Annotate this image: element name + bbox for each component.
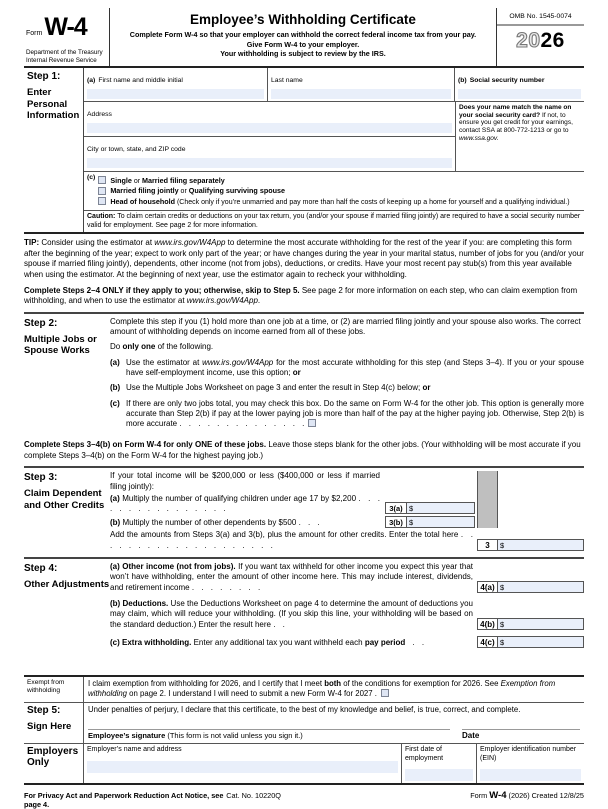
step2-label-col bbox=[24, 317, 110, 435]
date-label: Date bbox=[462, 731, 480, 741]
tip-link: www.irs.gov/W4App bbox=[154, 238, 226, 248]
step2a-text bbox=[126, 358, 584, 379]
first-name-input[interactable] bbox=[87, 89, 264, 99]
perjury-statement: Under penalties of perjury, I declare that this certificate, to the best of my knowledge and belief, is true, correct, and complete. bbox=[88, 704, 521, 714]
step5-subtitle: Sign Here bbox=[27, 720, 72, 732]
step3-total-dots: . . . . . . . . . . . . . . . . . . . . bbox=[110, 530, 473, 550]
currency-4b: $ bbox=[500, 619, 505, 629]
c24-link: www.irs.gov/W4App bbox=[186, 296, 258, 306]
employers-label-col bbox=[24, 744, 84, 783]
step4b-bold: Deductions. bbox=[122, 598, 169, 608]
ssa-note-rest: If not, to ensure you get credit for your earnings, contact SSA at 800-772-1213 or go to bbox=[459, 111, 573, 134]
form-word: Form bbox=[26, 30, 43, 37]
step2a-tag: (a) bbox=[110, 357, 120, 367]
amount-4a-input[interactable] bbox=[498, 581, 584, 593]
step2-section bbox=[24, 314, 584, 439]
employers-title: Employers Only bbox=[27, 746, 79, 769]
step2b-tag: (b) bbox=[110, 383, 121, 393]
filing2-mid: or bbox=[178, 188, 189, 196]
caution-rest: To claim certain credits or deductions on your tax return, you (and/or your spouse if married filing jointly) are required to have a social security number valid for employment. See page 2 for more information. bbox=[87, 213, 581, 229]
exempt-checkbox[interactable] bbox=[381, 689, 389, 697]
filing3-rest: (Check only if you’re unmarried and pay more than half the costs of keeping up a home for yourself and a qualifying individual.) bbox=[176, 198, 570, 206]
step3-total-row bbox=[110, 530, 584, 551]
step4-row-a bbox=[110, 562, 584, 593]
step2b-text bbox=[126, 383, 584, 393]
step1-title: Step 1: bbox=[27, 71, 61, 83]
c34-bold: Complete Steps 3–4(b) on Form W-4 for only ONE of these jobs. bbox=[24, 440, 267, 450]
omb-year-block bbox=[496, 8, 584, 66]
box-3a-label: 3(a) bbox=[385, 502, 407, 514]
footer-form-date: (2026) Created 12/8/25 bbox=[506, 791, 584, 801]
header-center bbox=[110, 8, 496, 66]
first-date-input[interactable] bbox=[405, 769, 473, 781]
tag-b: (b) bbox=[458, 77, 467, 85]
last-name-input[interactable] bbox=[271, 89, 451, 99]
step3-section bbox=[24, 468, 584, 557]
address-input[interactable] bbox=[87, 123, 452, 133]
step3a-dots: . . . . . . . . . . . . . . . . bbox=[110, 493, 380, 514]
first-name-cell bbox=[84, 68, 268, 101]
address-label: Address bbox=[87, 111, 112, 119]
amount-3b-input[interactable] bbox=[407, 516, 475, 528]
c24-bold: Complete Steps 2–4 ONLY if they apply to you; otherwise, skip to Step 5. bbox=[24, 286, 300, 295]
step2-item-b bbox=[110, 383, 584, 393]
form-title: Employee’s Withholding Certificate bbox=[190, 12, 416, 27]
city-input[interactable] bbox=[87, 158, 452, 168]
exempt-body bbox=[84, 677, 584, 702]
exempt-row bbox=[24, 677, 584, 703]
exempt-bold: both bbox=[324, 678, 342, 688]
step4b-dots: . . bbox=[273, 619, 285, 629]
form-subtitle-3: Your withholding is subject to review by the IRS. bbox=[220, 49, 386, 59]
ssa-note bbox=[455, 102, 584, 171]
footer-form-word: Form bbox=[470, 791, 490, 801]
tip-pre: Consider using the estimator at bbox=[39, 238, 155, 248]
step2b-or: or bbox=[422, 383, 431, 393]
amount-4c-input[interactable] bbox=[498, 636, 584, 648]
exempt-dots: . bbox=[374, 688, 377, 698]
step2-item-a bbox=[110, 358, 584, 379]
box-4a-label: 4(a) bbox=[477, 581, 498, 593]
last-name-cell bbox=[268, 68, 455, 101]
step3b-dots: . . . bbox=[298, 518, 320, 528]
step4-body bbox=[110, 562, 584, 650]
step3-total-label: Add the amounts from Steps 3(a) and 3(b), plus the amount for other credits. Enter the total here bbox=[110, 530, 461, 540]
first-name-label: First name and middle initial bbox=[98, 77, 183, 85]
step3b-tag: (b) bbox=[110, 518, 121, 528]
filing2-bold2: Qualifying surviving spouse bbox=[188, 186, 285, 196]
step1-body bbox=[84, 68, 584, 232]
step2c-text bbox=[126, 399, 584, 430]
step2a-link: www.irs.gov/W4App bbox=[202, 357, 274, 367]
currency-3b: $ bbox=[409, 518, 414, 528]
step2c-pre: If there are only two jobs total, you may check this box. Do the same on Form W-4 for the other job. This option is generally more accurate than Step 2(b) if pay at the lower paying job is more than half of the pay at the higher paying job. Otherwise, Step 2(b) is more accurate bbox=[126, 398, 584, 429]
employers-row bbox=[24, 744, 584, 783]
step1-section bbox=[24, 68, 584, 234]
filing-options bbox=[98, 174, 581, 207]
step4b-text bbox=[110, 599, 477, 630]
step5-body bbox=[84, 703, 584, 744]
ssa-link: www.ssa.gov. bbox=[459, 134, 499, 142]
name-ssn-row bbox=[84, 68, 584, 102]
box-4b-label: 4(b) bbox=[477, 618, 498, 630]
currency-4a: $ bbox=[500, 582, 505, 592]
step3-intro-row bbox=[110, 471, 584, 492]
step2c-checkbox[interactable] bbox=[308, 419, 316, 427]
signature-label-bold: Employee’s signature bbox=[88, 731, 166, 741]
complete-steps-2-4-note bbox=[24, 286, 584, 307]
step5-label-col bbox=[24, 703, 84, 744]
box-4c-label: 4(c) bbox=[477, 636, 498, 648]
exempt-mid1: of the conditions for exemption for 2026. See bbox=[341, 678, 501, 688]
ssa-note-bold: Does your name match the name on your social security card? bbox=[459, 104, 572, 119]
filing1-bold1: Single bbox=[110, 175, 132, 185]
step2-title: Step 2: bbox=[24, 317, 58, 329]
amount-3a-input[interactable] bbox=[407, 502, 475, 514]
tax-year-bold: 26 bbox=[540, 29, 565, 52]
step3-row-a bbox=[110, 494, 584, 515]
form-footer bbox=[24, 790, 584, 809]
step1-subtitle: Enter Personal Information bbox=[27, 87, 80, 122]
complete-steps-3-4b-note bbox=[24, 440, 584, 461]
tax-year bbox=[497, 29, 584, 53]
city-cell bbox=[84, 137, 455, 171]
step4c-tag: (c) bbox=[110, 637, 120, 647]
currency-3: $ bbox=[500, 541, 505, 551]
address-city-col bbox=[84, 102, 455, 171]
step4c-bold2: pay period bbox=[364, 637, 406, 647]
step4c-dots: . . bbox=[405, 637, 425, 647]
step4-row-c bbox=[110, 636, 584, 648]
employers-body bbox=[84, 744, 584, 783]
amount-4b-input[interactable] bbox=[498, 618, 584, 630]
exempt-mid2: on page 2. I understand I will need to submit a new Form W-4 for 2027 bbox=[127, 688, 375, 698]
step2-item-c bbox=[110, 399, 584, 430]
ssn-input[interactable] bbox=[458, 89, 581, 99]
step4-row-b bbox=[110, 599, 584, 630]
head-of-household-checkbox[interactable] bbox=[98, 197, 106, 205]
agency-line-2: Internal Revenue Service bbox=[26, 56, 97, 64]
do-pre: Do bbox=[110, 342, 123, 352]
filing3-bold1: Head of household bbox=[110, 196, 175, 206]
signature-row bbox=[88, 729, 580, 740]
ein-label: Employer identification number (EIN) bbox=[480, 746, 577, 762]
form-header bbox=[24, 8, 584, 68]
filing-option-single bbox=[98, 176, 581, 185]
step4a-dots: . . . . . . . . bbox=[191, 582, 261, 592]
first-date-cell bbox=[401, 744, 476, 783]
exempt-label-col bbox=[24, 677, 84, 702]
filing-status-row bbox=[84, 172, 584, 211]
first-date-label: First date of employment bbox=[405, 746, 444, 762]
filing-option-married-jointly bbox=[98, 186, 581, 195]
do-bold: only one bbox=[122, 342, 156, 352]
box-3b-label: 3(b) bbox=[385, 516, 407, 528]
exempt-pre: I claim exemption from withholding for 2026, and I certify that I meet bbox=[88, 678, 325, 688]
single-checkbox[interactable] bbox=[98, 176, 106, 184]
step4-subtitle: Other Adjustments bbox=[24, 579, 110, 591]
employee-signature-field[interactable] bbox=[88, 729, 450, 740]
step4-section bbox=[24, 559, 584, 654]
step2c-dots: . . . . . . . . . . . . . . bbox=[179, 419, 305, 429]
form-id-block bbox=[24, 8, 110, 66]
exempt-text bbox=[88, 679, 580, 699]
ein-input[interactable] bbox=[480, 769, 581, 781]
date-field[interactable] bbox=[462, 729, 580, 740]
form-subtitle-2: Give Form W-4 to your employer. bbox=[246, 39, 360, 49]
caution-note bbox=[84, 211, 584, 232]
step2b-pre: Use the Multiple Jobs Worksheet on page 3 and enter the result in Step 4(c) below; bbox=[126, 383, 423, 393]
do-post: of the following. bbox=[155, 342, 214, 352]
filing1-bold2: Married filing separately bbox=[142, 175, 225, 185]
step2a-pre: Use the estimator at bbox=[126, 357, 203, 367]
step2a-or: or bbox=[292, 368, 301, 377]
employer-name-input[interactable] bbox=[87, 761, 398, 773]
tip-paragraph bbox=[24, 238, 584, 280]
tip-bold: TIP: bbox=[24, 238, 40, 248]
step4a-tag: (a) bbox=[110, 562, 120, 572]
omb-number: OMB No. 1545-0074 bbox=[497, 8, 584, 26]
catalog-number: Cat. No. 10220Q bbox=[226, 791, 281, 801]
step3b-label: Multiply the number of other dependents by $500 bbox=[120, 518, 299, 528]
ssn-cell bbox=[455, 68, 584, 101]
exempt-label: Exempt from withholding bbox=[27, 678, 65, 694]
ein-cell bbox=[476, 744, 584, 783]
step4b-tag: (b) bbox=[110, 598, 121, 608]
signature-label-rest: (This form is not valid unless you sign it.) bbox=[165, 731, 303, 741]
address-cell bbox=[84, 102, 455, 137]
step4a-text bbox=[110, 562, 477, 593]
step2-intro: Complete this step if you (1) hold more than one job at a time, or (2) are married filing jointly and your spouse also works. The correct amount of withholding depends on income earned from all of these jobs. bbox=[110, 316, 581, 337]
step3-total-text bbox=[110, 530, 477, 551]
step4-label-col bbox=[24, 562, 110, 650]
address-row bbox=[84, 102, 584, 172]
step3-subtitle: Claim Dependent and Other Credits bbox=[24, 488, 105, 511]
step3-intro: If your total income will be $200,000 or less ($400,000 or less if married filing jointly): bbox=[110, 471, 380, 491]
step4a-rest: If you want tax withheld for other income you expect this year that won’t have withholding, enter the amount of other income here. This may include interest, dividends, and retirement income bbox=[110, 562, 474, 592]
step3-label-col bbox=[24, 471, 110, 553]
filing2-bold1: Married filing jointly bbox=[110, 186, 179, 196]
step3a-text bbox=[110, 494, 385, 515]
step4c-rest: Enter any additional tax you want withheld each bbox=[191, 637, 365, 647]
step3-body bbox=[110, 471, 584, 553]
c24-end: . bbox=[257, 296, 261, 306]
step4-title: Step 4: bbox=[24, 563, 58, 575]
employer-name-cell bbox=[84, 744, 401, 783]
step2-subtitle: Multiple Jobs or Spouse Works bbox=[24, 333, 97, 357]
step3-title: Step 3: bbox=[24, 472, 58, 484]
step3a-tag: (a) bbox=[110, 493, 120, 503]
step5-row bbox=[24, 703, 584, 745]
step4b-rest: Use the Deductions Worksheet on page 4 to determine the amount of deductions you may claim, which will reduce your withholding. (If you skip this line, your withholding will be based on the standard deduction.) Enter the result here bbox=[110, 598, 473, 629]
filing1-mid: or bbox=[131, 177, 143, 185]
tip-post: to determine the most accurate withholding for the rest of the year if you: are completing this form after the beginning of the year; expect to work only part of the year; or have changes during the year in your marital status, number of jobs for you (and/or your spouse if married filing jointly), dependents, other income (not from jobs), deductions, or credits. Have your most recent pay stub(s) from this year available when using the estimator. At the beginning of next year, use the estimator again to recheck your withholding. bbox=[24, 238, 584, 279]
city-label: City or town, state, and ZIP code bbox=[87, 146, 186, 154]
caution-bold: Caution: bbox=[87, 213, 116, 221]
shaded-column bbox=[477, 471, 498, 528]
amount-3-input[interactable] bbox=[498, 539, 584, 551]
ssn-label: Social security number bbox=[469, 77, 545, 85]
tax-year-outline: 20 bbox=[516, 29, 541, 52]
step4c-text bbox=[110, 638, 477, 648]
tag-a: (a) bbox=[87, 77, 96, 85]
footer-form-number: W-4 bbox=[489, 790, 507, 802]
step3-row-b bbox=[110, 516, 584, 528]
filing-option-head-of-household bbox=[98, 197, 581, 206]
signature-table bbox=[24, 675, 584, 785]
form-number: W-4 bbox=[44, 13, 87, 41]
step3b-text bbox=[110, 518, 385, 528]
step3a-label: Multiply the number of qualifying children under age 17 by $2,200 bbox=[119, 493, 359, 503]
step2-do-only-one bbox=[110, 342, 584, 352]
form-subtitle-1: Complete Form W-4 so that your employer can withhold the correct federal income tax from your pay. bbox=[129, 30, 477, 39]
tag-c: (c) bbox=[87, 174, 96, 182]
last-name-label: Last name bbox=[271, 77, 303, 85]
employer-name-label: Employer’s name and address bbox=[87, 746, 182, 754]
c24-mid: See page 2 for more information on each step, who can claim exemption from withholding, and when to use the estimator at bbox=[24, 286, 578, 306]
step4c-bold: Extra withholding. bbox=[122, 637, 192, 647]
agency-line-1: Department of the Treasury bbox=[26, 49, 103, 56]
privacy-notice: For Privacy Act and Paperwork Reduction Act Notice, see page 4. bbox=[24, 791, 224, 809]
step2c-tag: (c) bbox=[110, 398, 120, 408]
currency-4c: $ bbox=[500, 637, 505, 647]
step2a-post: for the most accurate withholding for this step (and Steps 3–4). If you or your spouse have self-employment income, use this option; bbox=[126, 357, 584, 377]
currency-3a: $ bbox=[409, 504, 414, 514]
exempt-italic: Exemption from withholding bbox=[88, 678, 556, 698]
step5-title: Step 5: bbox=[27, 704, 61, 716]
box-3-label: 3 bbox=[477, 539, 498, 551]
step4a-bold: Other income (not from jobs). bbox=[122, 562, 236, 572]
step1-label-col bbox=[24, 68, 84, 232]
c34-rest: Leave those steps blank for the other jobs. (Your withholding will be most accurate if you complete Steps 3–4(b) on the Form W-4 for the highest paying job.) bbox=[24, 440, 581, 460]
form-version bbox=[382, 790, 584, 801]
married-jointly-checkbox[interactable] bbox=[98, 187, 106, 195]
step2-body bbox=[110, 317, 584, 435]
